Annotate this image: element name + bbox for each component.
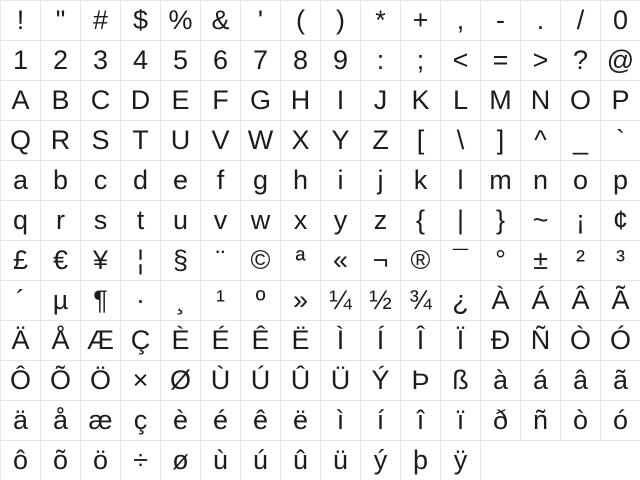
glyph-cell-u00ee[interactable]: î [401, 401, 441, 441]
glyph-cell-u0043[interactable]: C [81, 81, 121, 121]
glyph-cell-u006d[interactable]: m [481, 161, 521, 201]
glyph-cell-u0065[interactable]: e [161, 161, 201, 201]
glyph-cell-u005a[interactable]: Z [361, 121, 401, 161]
glyph-cell-u00ef[interactable]: ï [441, 401, 481, 441]
glyph-cell-u00be[interactable]: ¾ [401, 281, 441, 321]
glyph-cell-u00d3[interactable]: Ó [601, 321, 640, 361]
glyph-cell-u00e2[interactable]: â [561, 361, 601, 401]
glyph-cell-u00ae[interactable]: ® [401, 241, 441, 281]
glyph-cell-u0061[interactable]: a [1, 161, 41, 201]
glyph-cell-u00d1[interactable]: Ñ [521, 321, 561, 361]
glyph-cell-u00cc[interactable]: Ì [321, 321, 361, 361]
glyph-cell-u0078[interactable]: x [281, 201, 321, 241]
glyph-cell-u00b2[interactable]: ² [561, 241, 601, 281]
glyph-cell-u004e[interactable]: N [521, 81, 561, 121]
glyph-cell-u0044[interactable]: D [121, 81, 161, 121]
glyph-cell-u0070[interactable]: p [601, 161, 640, 201]
glyph-cell-u00e6[interactable]: æ [81, 401, 121, 441]
glyph-cell-u0062[interactable]: b [41, 161, 81, 201]
glyph-cell-u00c5[interactable]: Å [41, 321, 81, 361]
glyph-cell-u004b[interactable]: K [401, 81, 441, 121]
glyph-cell-u0072[interactable]: r [41, 201, 81, 241]
glyph-cell-u00e1[interactable]: á [521, 361, 561, 401]
glyph-cell-u20ac[interactable]: € [41, 241, 81, 281]
glyph-cell-u00fa[interactable]: ú [241, 441, 281, 480]
glyph-cell-u0074[interactable]: t [121, 201, 161, 241]
glyph-cell-u006e[interactable]: n [521, 161, 561, 201]
glyph-cell-u00da[interactable]: Ú [241, 361, 281, 401]
glyph-cell-u007b[interactable]: { [401, 201, 441, 241]
glyph-cell-u0051[interactable]: Q [1, 121, 41, 161]
glyph-cell-u004f[interactable]: O [561, 81, 601, 121]
glyph-cell-u00c3[interactable]: Ã [601, 281, 640, 321]
glyph-cell-u0029[interactable]: ) [321, 1, 361, 41]
glyph-cell-u00a7[interactable]: § [161, 241, 201, 281]
glyph-cell-u00b1[interactable]: ± [521, 241, 561, 281]
glyph-cell-u0033[interactable]: 3 [81, 41, 121, 81]
glyph-cell-u003f[interactable]: ? [561, 41, 601, 81]
glyph-cell-u00c1[interactable]: Á [521, 281, 561, 321]
glyph-cell-u00b6[interactable]: ¶ [81, 281, 121, 321]
glyph-cell-u00a9[interactable]: © [241, 241, 281, 281]
glyph-cell-u00a6[interactable]: ¦ [121, 241, 161, 281]
glyph-cell-u004c[interactable]: L [441, 81, 481, 121]
glyph-cell-u00f7[interactable]: ÷ [121, 441, 161, 480]
glyph-cell-u00c9[interactable]: É [201, 321, 241, 361]
glyph-cell-u00d9[interactable]: Ù [201, 361, 241, 401]
glyph-cell-u0079[interactable]: y [321, 201, 361, 241]
glyph-cell-u007a[interactable]: z [361, 201, 401, 241]
glyph-cell-u00fc[interactable]: ü [321, 441, 361, 480]
empty-cell [481, 441, 521, 480]
glyph-cell-u0047[interactable]: G [241, 81, 281, 121]
glyph-cell-u00c2[interactable]: Â [561, 281, 601, 321]
glyph-cell-u00b3[interactable]: ³ [601, 241, 640, 281]
glyph-cell-u00cf[interactable]: Ï [441, 321, 481, 361]
glyph-cell-u00c8[interactable]: È [161, 321, 201, 361]
glyph-cell-u006b[interactable]: k [401, 161, 441, 201]
glyph-cell-u0035[interactable]: 5 [161, 41, 201, 81]
glyph-cell-u0058[interactable]: X [281, 121, 321, 161]
glyph-cell-u004a[interactable]: J [361, 81, 401, 121]
glyph-cell-u0039[interactable]: 9 [321, 41, 361, 81]
glyph-cell-u005c[interactable]: \ [441, 121, 481, 161]
glyph-cell-u003d[interactable]: = [481, 41, 521, 81]
glyph-cell-u003c[interactable]: < [441, 41, 481, 81]
glyph-cell-u004d[interactable]: M [481, 81, 521, 121]
glyph-cell-u0052[interactable]: R [41, 121, 81, 161]
glyph-cell-u0055[interactable]: U [161, 121, 201, 161]
glyph-cell-u00ce[interactable]: Î [401, 321, 441, 361]
glyph-cell-u002e[interactable]: . [521, 1, 561, 41]
glyph-cell-u006f[interactable]: o [561, 161, 601, 201]
glyph-cell-u00c0[interactable]: À [481, 281, 521, 321]
glyph-cell-u0069[interactable]: i [321, 161, 361, 201]
glyph-cell-u0027[interactable]: ' [241, 1, 281, 41]
glyph-cell-u003b[interactable]: ; [401, 41, 441, 81]
glyph-cell-u00f4[interactable]: ô [1, 441, 41, 480]
glyph-cell-u005f[interactable]: _ [561, 121, 601, 161]
glyph-cell-u002b[interactable]: + [401, 1, 441, 41]
glyph-cell-u00d8[interactable]: Ø [161, 361, 201, 401]
glyph-cell-u00f8[interactable]: ø [161, 441, 201, 480]
glyph-cell-u0075[interactable]: u [161, 201, 201, 241]
glyph-cell-u003e[interactable]: > [521, 41, 561, 81]
glyph-cell-u00f0[interactable]: ð [481, 401, 521, 441]
glyph-cell-u005d[interactable]: ] [481, 121, 521, 161]
glyph-cell-u0066[interactable]: f [201, 161, 241, 201]
glyph-cell-u00cd[interactable]: Í [361, 321, 401, 361]
glyph-cell-u00ed[interactable]: í [361, 401, 401, 441]
glyph-cell-u00f5[interactable]: õ [41, 441, 81, 480]
glyph-cell-u00f9[interactable]: ù [201, 441, 241, 480]
glyph-cell-u0059[interactable]: Y [321, 121, 361, 161]
glyph-cell-u00f6[interactable]: ö [81, 441, 121, 480]
glyph-cell-u00a5[interactable]: ¥ [81, 241, 121, 281]
glyph-cell-u00b8[interactable]: ¸ [161, 281, 201, 321]
glyph-cell-u00e9[interactable]: é [201, 401, 241, 441]
glyph-cell-u0021[interactable]: ! [1, 1, 41, 41]
glyph-cell-u0028[interactable]: ( [281, 1, 321, 41]
glyph-cell-u002a[interactable]: * [361, 1, 401, 41]
glyph-cell-u0057[interactable]: W [241, 121, 281, 161]
glyph-cell-u00df[interactable]: ß [441, 361, 481, 401]
glyph-cell-u00ac[interactable]: ¬ [361, 241, 401, 281]
glyph-cell-u00ec[interactable]: ì [321, 401, 361, 441]
glyph-cell-u00c6[interactable]: Æ [81, 321, 121, 361]
glyph-cell-u00ff[interactable]: ÿ [441, 441, 481, 480]
glyph-cell-u00fb[interactable]: û [281, 441, 321, 480]
glyph-cell-u00a8[interactable]: ¨ [201, 241, 241, 281]
glyph-cell-u00b5[interactable]: µ [41, 281, 81, 321]
glyph-cell-u0042[interactable]: B [41, 81, 81, 121]
glyph-cell-u0060[interactable]: ` [601, 121, 640, 161]
glyph-cell-u0046[interactable]: F [201, 81, 241, 121]
glyph-cell-u00d6[interactable]: Ö [81, 361, 121, 401]
glyph-cell-u006a[interactable]: j [361, 161, 401, 201]
glyph-cell-u0067[interactable]: g [241, 161, 281, 201]
glyph-cell-u00db[interactable]: Û [281, 361, 321, 401]
empty-cell [561, 441, 601, 480]
glyph-cell-u006c[interactable]: l [441, 161, 481, 201]
glyph-cell-u00e0[interactable]: à [481, 361, 521, 401]
glyph-cell-u0023[interactable]: # [81, 1, 121, 41]
glyph-cell-u005e[interactable]: ^ [521, 121, 561, 161]
glyph-cell-u0032[interactable]: 2 [41, 41, 81, 81]
glyph-cell-u0063[interactable]: c [81, 161, 121, 201]
glyph-cell-u00e7[interactable]: ç [121, 401, 161, 441]
glyph-cell-u00e3[interactable]: ã [601, 361, 640, 401]
glyph-cell-u00dd[interactable]: Ý [361, 361, 401, 401]
glyph-cell-u00ba[interactable]: º [241, 281, 281, 321]
glyph-cell-u00f1[interactable]: ñ [521, 401, 561, 441]
glyph-cell-u0045[interactable]: E [161, 81, 201, 121]
glyph-cell-u0034[interactable]: 4 [121, 41, 161, 81]
glyph-cell-u00b7[interactable]: · [121, 281, 161, 321]
glyph-cell-u00ea[interactable]: ê [241, 401, 281, 441]
glyph-cell-u002c[interactable]: , [441, 1, 481, 41]
glyph-cell-u00cb[interactable]: Ë [281, 321, 321, 361]
glyph-cell-u00c4[interactable]: Ä [1, 321, 41, 361]
glyph-cell-u0022[interactable]: " [41, 1, 81, 41]
glyph-cell-u00c7[interactable]: Ç [121, 321, 161, 361]
glyph-cell-u00a1[interactable]: ¡ [561, 201, 601, 241]
glyph-cell-u00d0[interactable]: Ð [481, 321, 521, 361]
glyph-cell-u0064[interactable]: d [121, 161, 161, 201]
glyph-cell-u0031[interactable]: 1 [1, 41, 41, 81]
glyph-cell-u00f2[interactable]: ò [561, 401, 601, 441]
glyph-cell-u00b9[interactable]: ¹ [201, 281, 241, 321]
glyph-cell-u00b0[interactable]: ° [481, 241, 521, 281]
glyph-cell-u0030[interactable]: 0 [601, 1, 640, 41]
glyph-cell-u0056[interactable]: V [201, 121, 241, 161]
glyph-cell-u00bb[interactable]: » [281, 281, 321, 321]
glyph-cell-u00de[interactable]: Þ [401, 361, 441, 401]
glyph-cell-u00a2[interactable]: ¢ [601, 201, 640, 241]
glyph-cell-u00ab[interactable]: « [321, 241, 361, 281]
glyph-cell-u00aa[interactable]: ª [281, 241, 321, 281]
empty-cell [521, 441, 561, 480]
glyph-cell-u00fe[interactable]: þ [401, 441, 441, 480]
glyph-cell-u0041[interactable]: A [1, 81, 41, 121]
glyph-cell-u0025[interactable]: % [161, 1, 201, 41]
glyph-cell-u00d4[interactable]: Ô [1, 361, 41, 401]
glyph-cell-u007c[interactable]: | [441, 201, 481, 241]
glyph-cell-u0071[interactable]: q [1, 201, 41, 241]
glyph-cell-u0036[interactable]: 6 [201, 41, 241, 81]
glyph-cell-u00dc[interactable]: Ü [321, 361, 361, 401]
glyph-cell-u002d[interactable]: - [481, 1, 521, 41]
glyph-cell-u00eb[interactable]: ë [281, 401, 321, 441]
glyph-cell-u00fd[interactable]: ý [361, 441, 401, 480]
glyph-cell-u0076[interactable]: v [201, 201, 241, 241]
glyph-cell-u0054[interactable]: T [121, 121, 161, 161]
glyph-cell-u00ca[interactable]: Ê [241, 321, 281, 361]
glyph-cell-u0024[interactable]: $ [121, 1, 161, 41]
glyph-cell-u00b4[interactable]: ´ [1, 281, 41, 321]
glyph-cell-u002f[interactable]: / [561, 1, 601, 41]
glyph-cell-u00e4[interactable]: ä [1, 401, 41, 441]
glyph-cell-u0050[interactable]: P [601, 81, 640, 121]
glyph-cell-u0040[interactable]: @ [601, 41, 640, 81]
glyph-cell-u00e5[interactable]: å [41, 401, 81, 441]
glyph-cell-u0048[interactable]: H [281, 81, 321, 121]
glyph-cell-u00a3[interactable]: £ [1, 241, 41, 281]
glyph-cell-u003a[interactable]: : [361, 41, 401, 81]
glyph-cell-u007e[interactable]: ~ [521, 201, 561, 241]
glyph-cell-u0073[interactable]: s [81, 201, 121, 241]
glyph-cell-u00bf[interactable]: ¿ [441, 281, 481, 321]
glyph-cell-u0053[interactable]: S [81, 121, 121, 161]
glyph-cell-u0026[interactable]: & [201, 1, 241, 41]
glyph-cell-u00bd[interactable]: ½ [361, 281, 401, 321]
empty-cell [601, 441, 640, 480]
glyph-cell-u00af[interactable]: ¯ [441, 241, 481, 281]
glyph-cell-u00d7[interactable]: × [121, 361, 161, 401]
glyph-cell-u0037[interactable]: 7 [241, 41, 281, 81]
glyph-cell-u007d[interactable]: } [481, 201, 521, 241]
glyph-cell-u00f3[interactable]: ó [601, 401, 640, 441]
glyph-cell-u00d2[interactable]: Ò [561, 321, 601, 361]
glyph-cell-u0068[interactable]: h [281, 161, 321, 201]
glyph-cell-u0049[interactable]: I [321, 81, 361, 121]
glyph-cell-u00d5[interactable]: Õ [41, 361, 81, 401]
glyph-cell-u0077[interactable]: w [241, 201, 281, 241]
glyph-cell-u00bc[interactable]: ¼ [321, 281, 361, 321]
glyph-cell-u0038[interactable]: 8 [281, 41, 321, 81]
glyph-cell-u005b[interactable]: [ [401, 121, 441, 161]
glyph-cell-u00e8[interactable]: è [161, 401, 201, 441]
